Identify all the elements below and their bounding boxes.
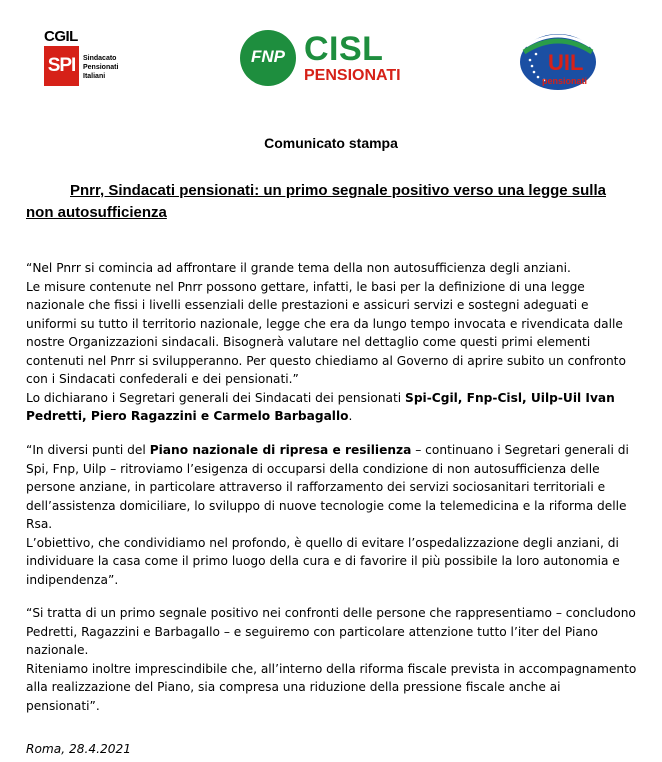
paragraph-1-body: Le misure contenute nel Pnrr possono gettare, infatti, le basi per la definizione di una legge nazionale che fissi i livelli essenziali delle prestazioni e assicuri servizi e sostegni adeguati e uniformi su tutto il territorio nazionale, legge che era da lungo tempo invocata e rivendicata dalle nostre Organizzazioni sindacali. Bisognerà valutare nel dettaglio come questi primi elementi contenuti nel Pnrr si svilupperanno. Per questo chiediamo al Governo di aprire subito un confronto con i Sindacati confederali e dei pensionati.”: [26, 279, 626, 386]
paragraph-2-second: L’obiettivo, che condividiamo nel profondo, è quello di evitare l’ospedalizzazione degli anziani, di individuare la casa come il primo luogo della cura e di favorire il più possibile la loro autonomia e indipendenza”.: [26, 535, 620, 587]
fnp-badge-text: FNP: [251, 47, 285, 66]
paragraph-1-attribution: [26, 389, 638, 426]
fnp-badge: [240, 30, 296, 86]
paragraph-1: [26, 259, 638, 426]
fnp-pensionati-wordmark: PENSIONATI: [304, 67, 401, 84]
heading-text: Pnrr, Sindacati pensionati: un primo segnale positivo verso una legge sulla non autosufficienza: [26, 182, 606, 221]
spi-subtitle-line2: Pensionati: [83, 64, 119, 71]
paragraph-3: [26, 604, 638, 715]
uil-pensionati-logo: [518, 32, 598, 92]
spi-cgil-logo: [44, 30, 154, 90]
uil-pensionati-wordmark: pensionati: [542, 76, 588, 86]
spi-subtitle: [83, 54, 118, 81]
spi-subtitle-line3: Italiani: [83, 73, 106, 80]
spi-subtitle-line1: Sindacato: [83, 55, 117, 62]
spi-mark: SPI: [44, 46, 79, 86]
attribution-end: .: [348, 409, 353, 423]
press-release-heading: [26, 180, 626, 224]
paragraph-2-first: [26, 441, 638, 534]
paragraph-3-first: “Si tratta di un primo segnale positivo nei confronti delle persone che rappresentiamo – concludono Pedretti, Ragazzini e Barbagallo – e seguiremo con particolare attenzione tutto l’iter del Piano nazionale.: [26, 606, 636, 657]
attribution-names: Spi-Cgil, Fnp-Cisl, Uilp-Uil Ivan Pedretti, Piero Ragazzini e Carmelo Barbagallo: [26, 390, 615, 423]
place-date: Roma, 28.4.2021: [26, 742, 132, 756]
paragraph-1-quote: “Nel Pnrr si comincia ad affrontare il grande tema della non autosufficienza degli anziani.: [26, 261, 571, 275]
document-title: Comunicato stampa: [264, 135, 398, 151]
paragraph-2-start: “In diversi punti del: [26, 443, 150, 457]
cisl-wordmark: CISL: [304, 30, 384, 68]
paragraph-2: [26, 441, 638, 589]
uil-wordmark: UIL: [548, 50, 584, 75]
attribution-prefix: Lo dichiarano i Segretari generali dei Sindacati dei pensionati: [26, 390, 406, 405]
paragraph-2-rest: – continuano i Segretari generali di Spi, Fnp, Uilp – ritroviamo l’esigenza di occuparsi della condizione di non autosufficienza delle persone anziane, in particolare attraverso il rafforzamento dei servizi sociosanitari territoriali e dell’assistenza domiciliare, lo sviluppo di nuove tecnologie come la telemedicina e la riforma delle Rsa.: [26, 443, 629, 531]
cgil-wordmark: CGIL: [44, 28, 78, 45]
fnp-cisl-logo: [240, 30, 410, 90]
paragraph-2-bold: Piano nazionale di ripresa e resilienza: [149, 443, 412, 457]
paragraph-3-second: Riteniamo inoltre imprescindibile che, all’interno della riforma fiscale prevista in accompagnamento alla realizzazione del Piano, sia compresa una riduzione della pressione fiscale anche ai pensionati”.: [26, 661, 637, 713]
